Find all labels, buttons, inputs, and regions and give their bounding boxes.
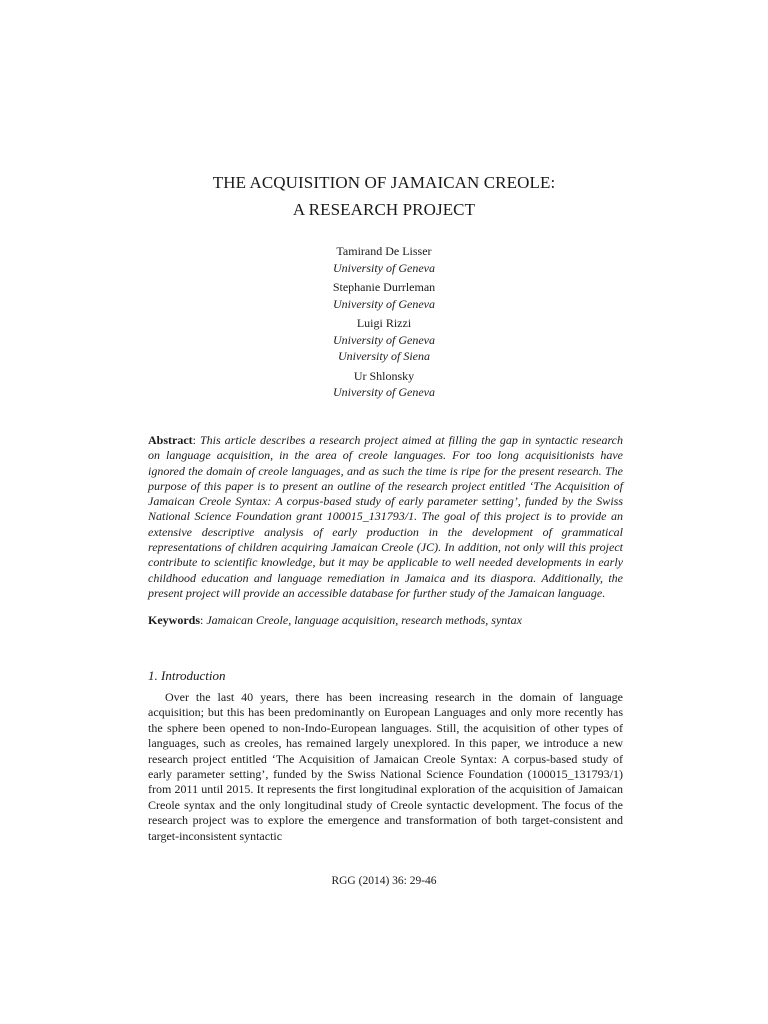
page-footer-citation: RGG (2014) 36: 29-46 — [331, 875, 437, 887]
author-block — [0, 315, 768, 365]
author-name: Ur Shlonsky — [353, 368, 415, 383]
keywords-text: Jamaican Creole, language acquisition, research methods, syntax — [206, 613, 522, 627]
author-affiliation: University of Geneva — [333, 260, 435, 275]
author-block — [0, 243, 768, 276]
abstract-label: Abstract — [148, 433, 193, 447]
author-block — [0, 279, 768, 312]
intro-paragraph: Over the last 40 years, there has been increasing research in the domain of language acquisition; but this has been predominantly on European Languages and only more recently has the sphere been opened to non-Indo-European languages. Still, the acquisition of other types of languages, such as creoles, has remained largely unexplored. In this paper, we introduce a new research project entitled ‘The Acquisition of Jamaican Creole Syntax: A corpus-based study of early parameter setting’, funded by the Swiss National Science Foundation (100015_131793/1) from 2011 until 2015. It represents the first longitudinal exploration of the acquisition of Jamaican Creole syntax and the only longitudinal study of Creole syntactic development. The focus of the research project was to explore the emergence and transformation of both target-consistent and target-inconsistent syntactic — [148, 690, 623, 843]
abstract-text: This article describes a research project aimed at filling the gap in syntactic research on language acquisition, in the area of creole languages. For too long acquisitionists have ignored the domain of creole languages, and as such the time is ripe for the present research. The purpose of this paper is to present an outline of the research project entitled ‘The Acquisition of Jamaican Creole Syntax: A corpus-based study of early parameter setting’, funded by the Swiss National Science Foundation grant 100015_131793/1. The goal of this project is to provide an extensive descriptive analysis of early production in the development of grammatical representations of children acquiring Jamaican Creole (JC). In addition, not only will this project contribute to scientific knowledge, but it may be applicable to well needed developments in early childhood education and language remediation in Jamaica and its diaspora. Additionally, the present project will provide an accessible database for further study of the Jamaican language. — [148, 433, 623, 600]
paper-title-line-1: THE ACQUISITION OF JAMAICAN CREOLE: — [212, 173, 556, 192]
author-list — [0, 243, 768, 404]
author-name: Luigi Rizzi — [356, 316, 412, 330]
author-affiliation: University of Siena — [338, 349, 430, 363]
keywords: Keywords: Jamaican Creole, language acquisition, research methods, syntax — [148, 613, 522, 627]
paper-title-line-2: A RESEARCH PROJECT — [292, 200, 476, 219]
author-name: Tamirand De Lisser — [336, 244, 432, 258]
author-block — [0, 368, 768, 401]
author-affiliation: University of Geneva — [333, 296, 435, 311]
author-affiliation: University of Geneva — [333, 332, 435, 347]
abstract: Abstract: This article describes a research project aimed at filling the gap in syntactic research on language acquisition, in the area of creole languages. For too long acquisitionists have ignored the domain of creole languages, and as such the time is ripe for the present research. The purpose of this paper is to present an outline of the research project entitled ‘The Acquisition of Jamaican Creole Syntax: A corpus-based study of early parameter setting’, funded by the Swiss National Science Foundation grant 100015_131793/1. The goal of this project is to provide an extensive descriptive analysis of early production in the development of grammatical representations of children acquiring Jamaican Creole (JC). In addition, not only will this project contribute to scientific knowledge, but it may be applicable to well needed developments in early childhood education and language remediation in Jamaica and its diaspora. Additionally, the present project will provide an accessible database for further study of the Jamaican language. — [148, 433, 623, 600]
author-name: Stephanie Durrleman — [332, 280, 436, 294]
section-heading: 1. Introduction — [148, 668, 226, 683]
author-affiliation: University of Geneva — [333, 385, 435, 399]
keywords-label: Keywords — [148, 613, 200, 627]
